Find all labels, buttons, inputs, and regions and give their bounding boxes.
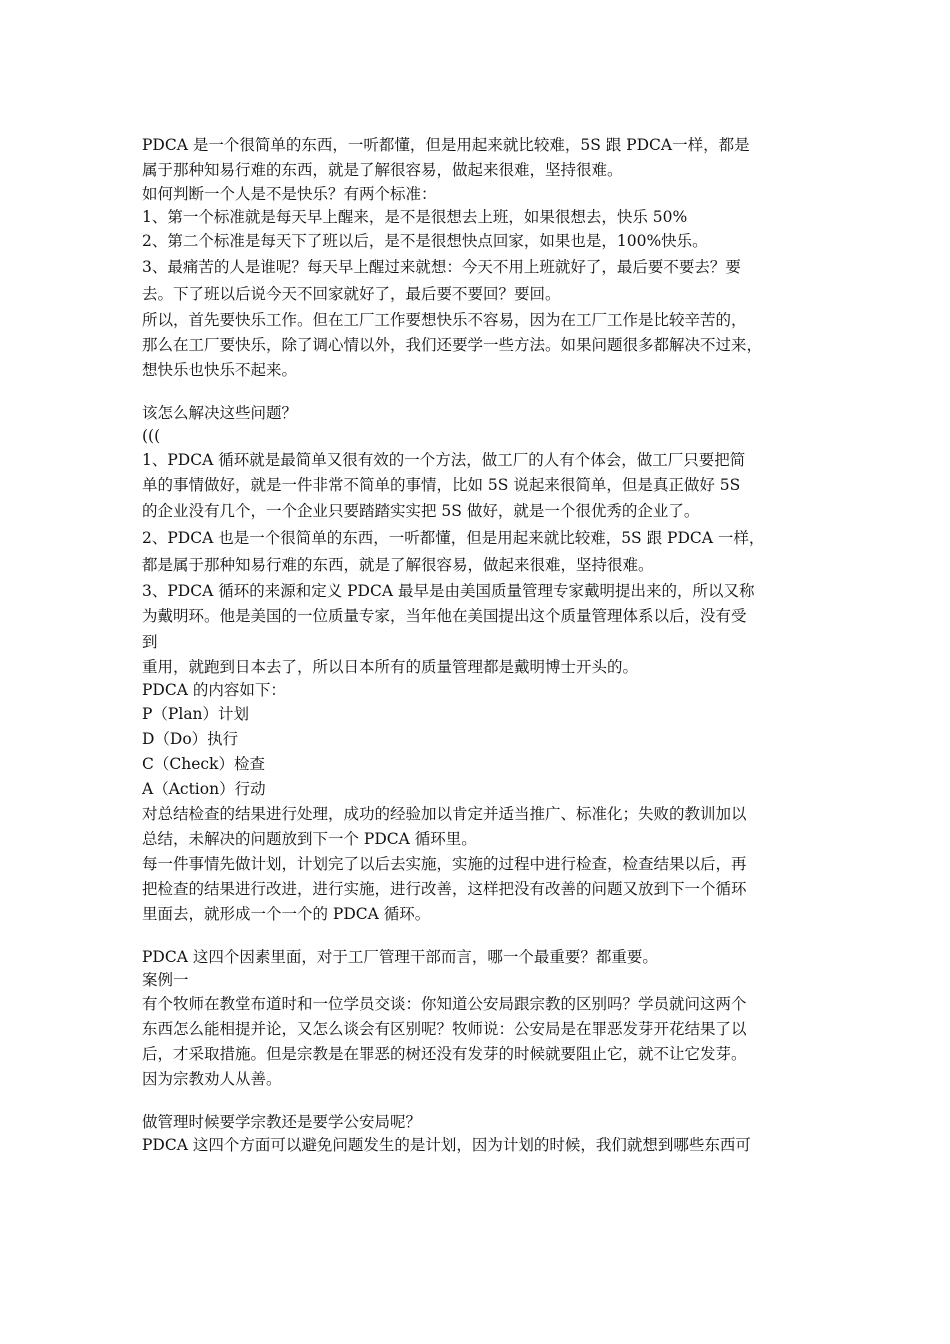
text-line: 那么在工厂要快乐，除了调心情以外，我们还要学一些方法。如果问题很多都解决不过来， — [142, 336, 763, 354]
text-line: 每一件事情先做计划，计划完了以后去实施，实施的过程中进行检查，检查结果以后，再 — [142, 855, 747, 873]
text-line: 属于那种知易行难的东西，就是了解很容易，做起来很难，坚持很难。 — [142, 161, 623, 179]
text-line: 1、PDCA 循环就是最简单又很有效的一个方法，做工厂的人有个体会，做工厂只要把简 — [142, 451, 746, 469]
text-line: 3、PDCA 循环的来源和定义 PDCA 最早是由美国质量管理专家戴明提出来的，所以又称 — [142, 582, 755, 600]
text-line: 到 — [142, 633, 158, 651]
text-line: PDCA 是一个很简单的东西，一听都懂，但是用起来就比较难，5S 跟 PDCA一样，都是 — [142, 136, 750, 154]
text-line: ((( — [142, 427, 161, 445]
text-line: C（Check）检查 — [142, 755, 265, 773]
text-line: 都是属于那种知易行难的东西，就是了解很容易，做起来很难，坚持很难。 — [142, 556, 654, 574]
document-page — [142, 133, 822, 1157]
text-line: PDCA 这四个方面可以避免问题发生的是计划，因为计划的时候，我们就想到哪些东西可 — [142, 1136, 751, 1154]
text-line: 2、第二个标准是每天下了班以后，是不是很想快点回家，如果也是，100%快乐。 — [142, 232, 708, 250]
text-line: 把检查的结果进行改进，进行实施，进行改善，这样把没有改善的问题又放到下一个循环 — [142, 880, 747, 898]
text-line: 1、第一个标准就是每天早上醒来，是不是很想去上班，如果很想去，快乐 50% — [142, 208, 688, 226]
text-line: 做管理时候要学宗教还是要学公安局呢？ — [142, 1113, 422, 1131]
text-line: 2、PDCA 也是一个很简单的东西，一听都懂，但是用起来就比较难，5S 跟 PDCA 一样， — [142, 529, 765, 547]
text-line: 里面去，就形成一个一个的 PDCA 循环。 — [142, 905, 431, 923]
text-line: 3、最痛苦的人是谁呢？每天早上醒过来就想：今天不用上班就好了，最后要不要去？要 — [142, 258, 741, 276]
text-line: 去。下了班以后说今天不回家就好了，最后要不要回？要回。 — [142, 285, 561, 303]
text-line: P（Plan）计划 — [142, 705, 250, 723]
text-line: 该怎么解决这些问题？ — [142, 404, 298, 422]
text-line: 对总结检查的结果进行处理，成功的经验加以肯定并适当推广、标准化；失败的教训加以 — [142, 805, 747, 823]
text-line: D（Do）执行 — [142, 730, 239, 748]
text-line: 如何判断一个人是不是快乐？有两个标准： — [142, 185, 437, 203]
paragraph-gap — [142, 927, 822, 946]
text-line: 为戴明环。他是美国的一位质量专家，当年他在美国提出这个质量管理体系以后，没有受 — [142, 607, 747, 625]
text-line: 案例一 — [142, 971, 189, 989]
text-line: 想快乐也快乐不起来。 — [142, 361, 298, 379]
text-line: A（Action）行动 — [142, 780, 266, 798]
text-line: 重用，就跑到日本去了，所以日本所有的质量管理都是戴明博士开头的。 — [142, 658, 639, 676]
text-line: PDCA 这四个因素里面，对于工厂管理干部而言，哪一个最重要？都重要。 — [142, 948, 658, 966]
paragraph-gap — [142, 1092, 822, 1111]
text-line: 后，才采取措施。但是宗教是在罪恶的树还没有发芽的时候就要阻止它，就不让它发芽。 — [142, 1045, 747, 1063]
text-line: 单的事情做好，就是一件非常不简单的事情，比如 5S 说起来很简单，但是真正做好 5S — [142, 476, 741, 494]
text-line: PDCA 的内容如下： — [142, 681, 286, 699]
paragraph-gap — [142, 383, 822, 402]
text-line: 所以，首先要快乐工作。但在工厂工作要想快乐不容易，因为在工厂工作是比较辛苦的， — [142, 311, 747, 329]
text-line: 东西怎么能相提并论，又怎么谈会有区别呢？牧师说：公安局是在罪恶发芽开花结果了以 — [142, 1020, 747, 1038]
text-line: 总结，未解决的问题放到下一个 PDCA 循环里。 — [142, 830, 477, 848]
text-line: 有个牧师在教堂布道时和一位学员交谈：你知道公安局跟宗教的区别吗？学员就问这两个 — [142, 995, 747, 1013]
text-line: 因为宗教劝人从善。 — [142, 1070, 282, 1088]
text-line: 的企业没有几个，一个企业只要踏踏实实把 5S 做好，就是一个很优秀的企业了。 — [142, 502, 700, 520]
